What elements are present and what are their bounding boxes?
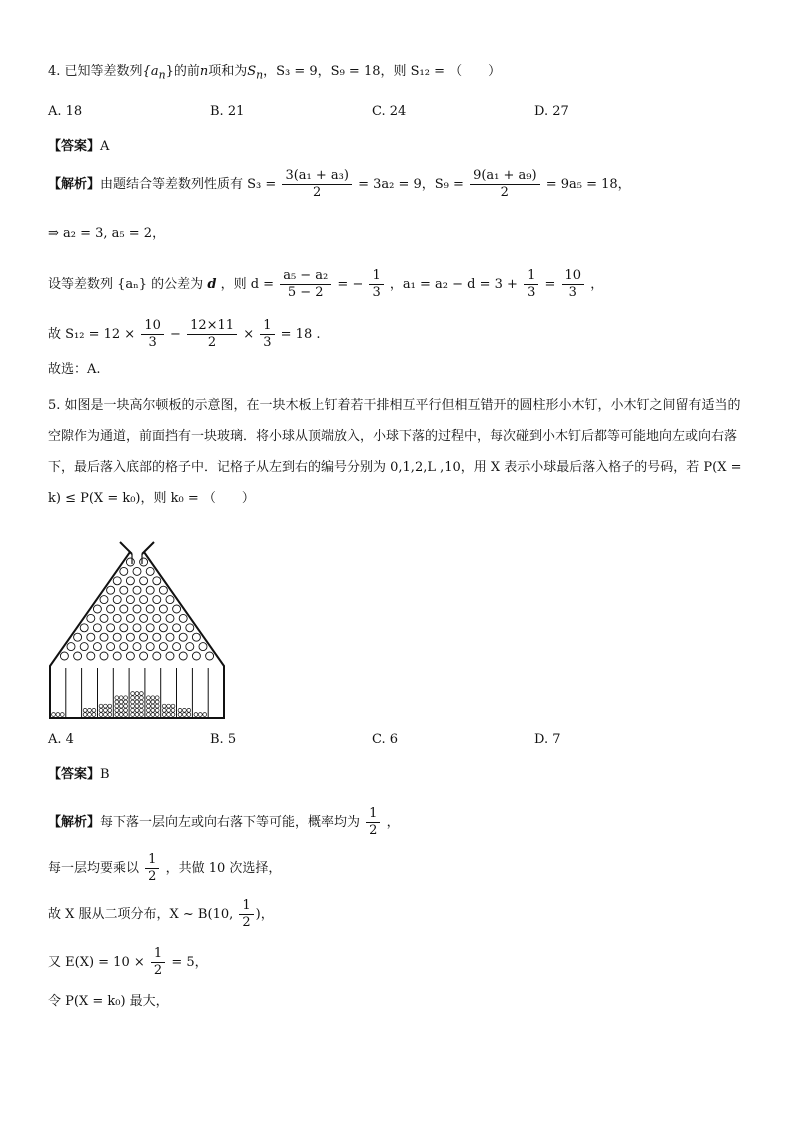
frac-den: 2 <box>207 335 217 350</box>
ball <box>115 700 119 704</box>
ball <box>151 713 155 717</box>
peg <box>179 633 187 641</box>
ball <box>92 708 96 712</box>
q5-l4-frac <box>151 946 165 979</box>
q4-l4-frac-1 <box>141 318 164 351</box>
frac-num: 1 <box>366 806 380 823</box>
peg <box>87 614 95 622</box>
peg <box>120 643 128 651</box>
q5-options <box>48 732 748 752</box>
frac-den: 3 <box>527 285 536 300</box>
frac-den: 3 <box>148 335 157 350</box>
ball <box>140 708 144 712</box>
ball <box>135 692 139 696</box>
q4-stem <box>48 62 501 86</box>
frac-num: 12×11 <box>187 318 237 335</box>
ball <box>183 708 187 712</box>
peg <box>186 643 194 651</box>
q4-options <box>48 104 748 124</box>
ball <box>60 713 64 717</box>
peg <box>179 652 187 660</box>
frac-num: 1 <box>239 898 253 915</box>
ball <box>147 704 151 708</box>
ball <box>115 704 119 708</box>
q4-l4-frac-2 <box>187 318 237 351</box>
q4-l3-frac-2 <box>369 268 383 301</box>
peg <box>133 624 141 632</box>
ball <box>119 704 123 708</box>
ball <box>135 713 139 717</box>
ball <box>198 713 202 717</box>
q4-option-c: C. 24 <box>372 104 407 119</box>
q5-l1-end: ， <box>386 815 400 830</box>
peg <box>140 558 148 566</box>
q4-n: n <box>199 64 209 79</box>
q5-analysis-line-3 <box>48 898 274 931</box>
peg <box>93 624 101 632</box>
peg <box>153 577 161 585</box>
q4-l3-d: d <box>207 277 217 292</box>
peg <box>140 652 148 660</box>
ball <box>135 696 139 700</box>
ball <box>83 713 87 717</box>
ball <box>155 713 159 717</box>
peg <box>113 577 121 585</box>
peg <box>113 614 121 622</box>
peg <box>173 624 181 632</box>
ball <box>104 704 108 708</box>
peg <box>153 614 161 622</box>
peg <box>153 633 161 641</box>
q4-l3-mid2: = − <box>337 277 364 292</box>
q5-option-b: B. 5 <box>210 732 237 747</box>
peg <box>93 605 101 613</box>
q5-option-c: C. 6 <box>372 732 399 747</box>
peg <box>140 596 148 604</box>
ball <box>151 708 155 712</box>
peg <box>206 652 214 660</box>
q4-seq: {a <box>142 64 159 79</box>
ball <box>147 713 151 717</box>
peg <box>153 596 161 604</box>
ball <box>124 713 128 717</box>
frac-num: 9(a₁ + a₉) <box>470 168 540 185</box>
peg <box>133 643 141 651</box>
peg <box>120 605 128 613</box>
ball <box>56 713 60 717</box>
peg <box>166 633 174 641</box>
q5-l3-end: ， <box>260 907 274 922</box>
peg <box>140 577 148 585</box>
q5-analysis-line-1 <box>48 806 400 839</box>
frac-den: 2 <box>242 915 251 930</box>
q4-sn: S <box>247 64 257 79</box>
ball <box>104 708 108 712</box>
peg <box>140 614 148 622</box>
frac-num: 1 <box>524 268 538 285</box>
q4-analysis-line-4 <box>48 318 321 351</box>
ball <box>155 704 159 708</box>
ball <box>162 708 166 712</box>
ball <box>119 696 123 700</box>
q4-l1-mid: = 3a₂ = 9，S₉ = <box>358 177 464 192</box>
galton-pegs <box>60 558 213 660</box>
ball <box>99 713 103 717</box>
ball <box>119 708 123 712</box>
q4-l3-frac-3 <box>524 268 538 301</box>
ball <box>140 696 144 700</box>
peg <box>74 652 82 660</box>
ball <box>171 708 175 712</box>
ball <box>171 713 175 717</box>
q4-l3-frac-1 <box>280 268 331 301</box>
ball <box>88 708 92 712</box>
peg <box>120 586 128 594</box>
q5-stem: 5. 如图是一块高尔顿板的示意图，在一块木板上钉着若干排相互平行但相互错开的圆柱形小木钉，小木钉之间留有适当的空隙作为通道，前面挡有一块玻璃．将小球从顶端放入，小球下落的过程中，每次碰到小木钉后都等可能地向左或向右落下，最后落入底部的格子中．记格子从左到右的编号分别为 0,1,2,L ,10，用 X 表示小球最后落入格子的号码，若 P(X = k) ≤ P(X = k₀)，则 k₀ = （ ） <box>48 398 742 506</box>
ball <box>167 708 171 712</box>
peg <box>133 586 141 594</box>
peg <box>126 596 134 604</box>
ball <box>147 708 151 712</box>
ball <box>108 704 112 708</box>
frac-den: 3 <box>568 285 577 300</box>
peg <box>100 633 108 641</box>
q4-l4-mid2: × <box>243 327 255 342</box>
ball <box>187 708 191 712</box>
q4-l3-text: 设等差数列 {aₙ} 的公差为 <box>48 277 204 292</box>
ball <box>52 713 56 717</box>
ball <box>115 713 119 717</box>
ball <box>99 708 103 712</box>
peg <box>146 643 154 651</box>
frac-num: 1 <box>145 852 159 869</box>
peg <box>153 652 161 660</box>
peg <box>74 633 82 641</box>
q4-analysis-label: 【解析】 <box>48 177 101 192</box>
peg <box>186 624 194 632</box>
peg <box>159 643 167 651</box>
frac-num: 1 <box>151 946 165 963</box>
ball <box>151 704 155 708</box>
q4-answer <box>48 137 109 157</box>
ball <box>131 700 135 704</box>
q4-seq-sub: n <box>158 68 166 82</box>
q5-l2-text: 每一层均要乘以 <box>48 861 140 876</box>
peg <box>192 633 200 641</box>
ball <box>83 708 87 712</box>
ball <box>108 713 112 717</box>
q5-l3-text: 故 X 服从二项分布，X ~ B <box>48 907 208 922</box>
ball <box>124 696 128 700</box>
frac-num: 3(a₁ + a₃) <box>282 168 352 185</box>
ball <box>115 708 119 712</box>
q5-option-d: D. 7 <box>534 732 561 747</box>
peg <box>146 586 154 594</box>
q4-choose: 故选：A. <box>48 362 101 377</box>
q4-l3-mid4: = <box>544 277 556 292</box>
peg <box>166 596 174 604</box>
peg <box>192 652 200 660</box>
q4-l1-frac-1 <box>282 168 352 201</box>
ball <box>124 704 128 708</box>
peg <box>126 614 134 622</box>
frac-den: 2 <box>369 823 378 838</box>
frac-num: 10 <box>141 318 164 335</box>
ball <box>131 696 135 700</box>
ball <box>140 704 144 708</box>
peg <box>133 605 141 613</box>
frac-den: 2 <box>500 185 509 200</box>
ball <box>151 700 155 704</box>
q5-answer-value: B <box>100 767 110 782</box>
peg <box>87 633 95 641</box>
ball <box>183 713 187 717</box>
ball <box>131 704 135 708</box>
ball <box>194 713 198 717</box>
ball <box>203 713 207 717</box>
ball <box>92 713 96 717</box>
ball <box>124 700 128 704</box>
peg <box>126 577 134 585</box>
ball <box>155 696 159 700</box>
peg <box>107 605 115 613</box>
q4-stem-mid: 的前 <box>173 64 200 79</box>
ball <box>135 708 139 712</box>
ball <box>167 713 171 717</box>
ball <box>99 704 103 708</box>
peg <box>166 614 174 622</box>
frac-num: 1 <box>260 318 274 335</box>
peg <box>179 614 187 622</box>
ball <box>178 713 182 717</box>
q4-l3-mid: ，则 d = <box>220 277 275 292</box>
ball <box>155 708 159 712</box>
frac-den: 2 <box>148 869 157 884</box>
ball <box>178 708 182 712</box>
peg <box>173 643 181 651</box>
q4-l1-text: 由题结合等差数列性质有 S₃ = <box>100 177 277 192</box>
ball <box>187 713 191 717</box>
ball <box>115 696 119 700</box>
q4-stem-mid2: 项和为 <box>208 64 248 79</box>
q4-answer-label: 【答案】 <box>48 139 101 154</box>
peg <box>173 605 181 613</box>
ball <box>131 713 135 717</box>
ball <box>124 708 128 712</box>
galton-board-figure <box>46 538 228 722</box>
galton-dividers <box>50 668 224 718</box>
peg <box>120 624 128 632</box>
peg <box>87 652 95 660</box>
q5-analysis-line-2 <box>48 852 281 885</box>
frac-den: 3 <box>372 285 381 300</box>
q5-l3-paren-close: ) <box>255 907 261 922</box>
q5-analysis-line-4 <box>48 946 208 979</box>
frac-den: 2 <box>153 963 163 978</box>
ball <box>135 704 139 708</box>
peg <box>120 567 128 575</box>
peg <box>140 633 148 641</box>
peg <box>126 652 134 660</box>
q5-analysis-line-5: 令 P(X = k₀) 最大， <box>48 994 169 1009</box>
peg <box>126 558 134 566</box>
ball <box>151 696 155 700</box>
peg <box>100 652 108 660</box>
q4-conditions: ，S₃ = 9，S₉ = 18，则 S₁₂ = （ ） <box>263 64 502 79</box>
q4-option-a: A. 18 <box>48 104 83 119</box>
ball <box>140 713 144 717</box>
peg <box>159 605 167 613</box>
frac-num: 1 <box>369 268 383 285</box>
frac-num: a₅ − a₂ <box>280 268 331 285</box>
q5-l1-text: 每下落一层向左或向右落下等可能，概率均为 <box>100 815 361 830</box>
peg <box>146 624 154 632</box>
q4-answer-value: A <box>100 139 110 154</box>
ball <box>167 704 171 708</box>
peg <box>146 605 154 613</box>
ball <box>131 708 135 712</box>
q4-l1-frac-2 <box>470 168 540 201</box>
peg <box>107 643 115 651</box>
ball <box>104 713 108 717</box>
q4-option-d: D. 27 <box>534 104 569 119</box>
q5-l4-text: 又 E(X) = 10 × <box>48 955 145 970</box>
q4-l4-end: = 18 . <box>280 327 321 342</box>
q5-option-a: A. 4 <box>48 732 74 747</box>
q4-analysis-line-3 <box>48 268 603 301</box>
peg <box>166 652 174 660</box>
peg <box>126 633 134 641</box>
peg <box>67 643 75 651</box>
ball <box>131 692 135 696</box>
peg <box>199 643 207 651</box>
peg <box>60 652 68 660</box>
peg <box>107 586 115 594</box>
peg <box>100 614 108 622</box>
peg <box>159 624 167 632</box>
ball <box>171 704 175 708</box>
q5-l1-frac <box>366 806 380 839</box>
q4-stem-prefix: 4. 已知等差数列 <box>48 64 143 79</box>
ball <box>119 700 123 704</box>
peg <box>113 652 121 660</box>
q5-answer <box>48 765 110 785</box>
peg <box>107 624 115 632</box>
frac-num: 10 <box>562 268 585 285</box>
ball <box>147 700 151 704</box>
peg <box>113 596 121 604</box>
q4-sn-sub: n <box>256 68 264 82</box>
q5-l2-end: ，共做 10 次选择， <box>165 861 282 876</box>
frac-den: 3 <box>263 335 272 350</box>
q5-analysis-label: 【解析】 <box>48 815 101 830</box>
q4-l1-end: = 9a₅ = 18， <box>545 177 631 192</box>
q5-answer-label: 【答案】 <box>48 767 101 782</box>
q4-analysis-line-1 <box>48 168 631 201</box>
q5-l3-paren-open: (10, <box>207 907 234 922</box>
q4-option-b: B. 21 <box>210 104 245 119</box>
q5-l4-end: = 5， <box>171 955 208 970</box>
ball <box>135 700 139 704</box>
peg <box>133 567 141 575</box>
q4-seq-end: } <box>165 64 174 79</box>
q4-l3-end: ， <box>590 277 604 292</box>
ball <box>88 713 92 717</box>
ball <box>147 696 151 700</box>
peg <box>93 643 101 651</box>
peg <box>80 624 88 632</box>
q4-l3-frac-4 <box>562 268 585 301</box>
q4-l4-frac-3 <box>260 318 274 351</box>
ball <box>108 708 112 712</box>
ball <box>140 692 144 696</box>
q4-l3-mid3: ，a₁ = a₂ − d = 3 + <box>389 277 518 292</box>
ball <box>162 704 166 708</box>
frac-den: 2 <box>313 185 322 200</box>
ball <box>162 713 166 717</box>
peg <box>159 586 167 594</box>
q4-l4-text: 故 S₁₂ = 12 × <box>48 327 136 342</box>
peg <box>146 567 154 575</box>
q5-l3-frac <box>239 898 253 931</box>
ball <box>119 713 123 717</box>
q5-l2-frac <box>145 852 159 885</box>
peg <box>80 643 88 651</box>
peg <box>113 633 121 641</box>
q4-analysis-line-2: ⇒ a₂ = 3, a₅ = 2， <box>48 226 166 241</box>
q4-l4-mid: − <box>170 327 181 342</box>
frac-den: 5 − 2 <box>287 285 324 300</box>
peg <box>100 596 108 604</box>
ball <box>155 700 159 704</box>
ball <box>140 700 144 704</box>
